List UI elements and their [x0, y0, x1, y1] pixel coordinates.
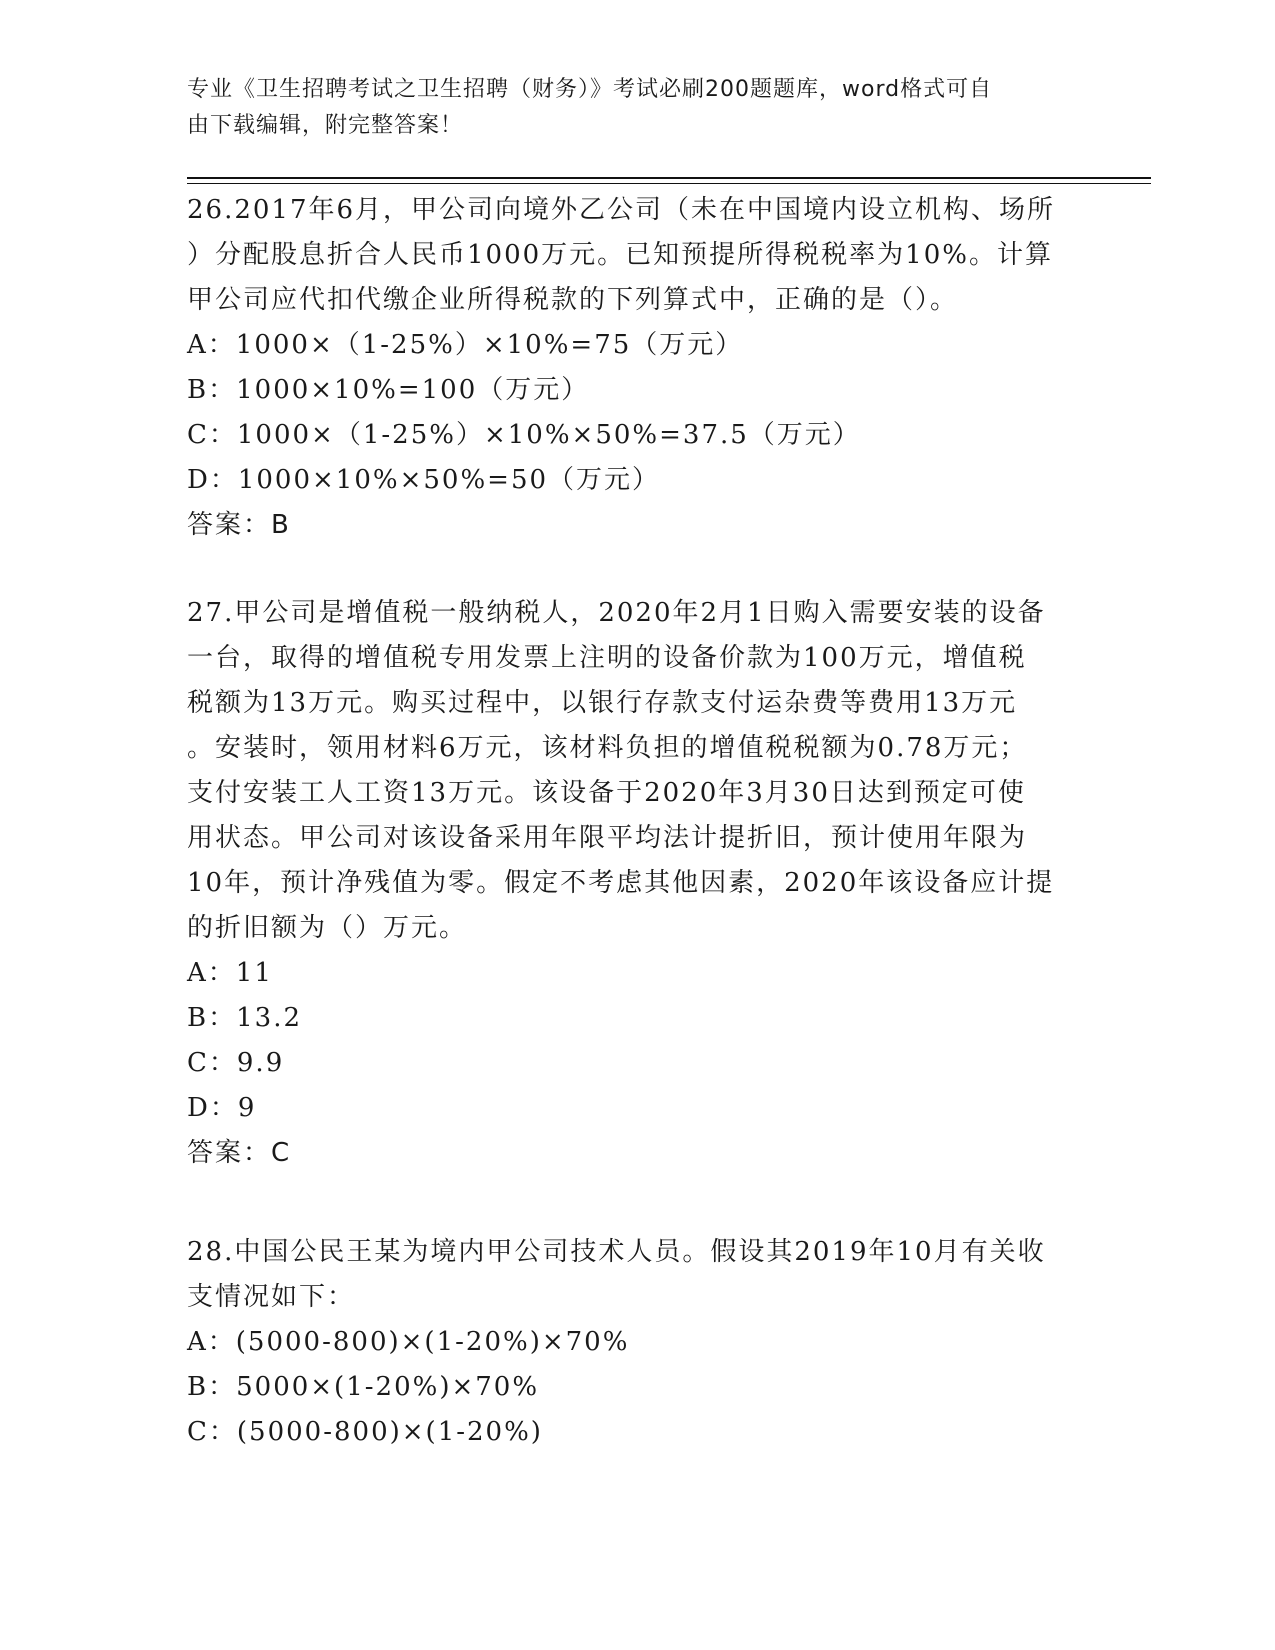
question-stem — [187, 188, 1087, 323]
stem-line: 28.中国公民王某为境内甲公司技术人员。假设其2019年10月有关收 — [187, 1237, 1046, 1267]
option-b: B：13.2 — [187, 1003, 302, 1033]
answer-label: 答案：C — [187, 1138, 292, 1168]
option-d: D：1000×10%×50%=50（万元） — [187, 465, 661, 495]
stem-line: 一台，取得的增值税专用发票上注明的设备价款为100万元，增值税 — [187, 643, 1027, 673]
option-b: B：5000×(1-20%)×70% — [187, 1372, 540, 1402]
question-stem — [187, 1230, 1087, 1320]
stem-line: 26.2017年6月，甲公司向境外乙公司（未在中国境内设立机构、场所 — [187, 195, 1056, 225]
question-27 — [187, 591, 1087, 1176]
stem-line: 的折旧额为（）万元。 — [187, 913, 468, 943]
option-a: A：(5000-800)×(1-20%)×70% — [187, 1327, 630, 1357]
answer-label: 答案：B — [187, 510, 291, 540]
document-header — [187, 72, 1087, 144]
option-d: D：9 — [187, 1093, 257, 1123]
option-c: C：1000×（1-25%）×10%×50%=37.5（万元） — [187, 420, 861, 450]
header-title-line-1: 专业《卫生招聘考试之卫生招聘（财务）》考试必刷200题题库，word格式可自 — [187, 77, 993, 102]
stem-line: ）分配股息折合人民币1000万元。已知预提所得税税率为10%。计算 — [187, 240, 1053, 270]
question-stem — [187, 591, 1087, 951]
stem-line: 用状态。甲公司对该设备采用年限平均法计提折旧，预计使用年限为 — [187, 823, 1028, 853]
question-26 — [187, 188, 1087, 548]
stem-line: 税额为13万元。购买过程中，以银行存款支付运杂费等费用13万元 — [187, 688, 1018, 718]
header-divider-thick — [187, 177, 1151, 179]
option-c: C：(5000-800)×(1-20%) — [187, 1417, 543, 1447]
stem-line: 甲公司应代扣代缴企业所得税款的下列算式中，正确的是（）。 — [187, 285, 959, 315]
stem-line: 。安装时，领用材料6万元，该材料负担的增值税税额为0.78万元； — [187, 733, 1028, 763]
option-a: A：1000×（1-25%）×10%=75（万元） — [187, 330, 744, 360]
stem-line: 27.甲公司是增值税一般纳税人，2020年2月1日购入需要安装的设备 — [187, 598, 1046, 628]
option-a: A：11 — [187, 958, 273, 988]
question-28 — [187, 1230, 1087, 1455]
option-b: B：1000×10%=100（万元） — [187, 375, 590, 405]
stem-line: 支情况如下： — [187, 1282, 356, 1312]
stem-line: 支付安装工人工资13万元。该设备于2020年3月30日达到预定可使 — [187, 778, 1026, 808]
option-c: C：9.9 — [187, 1048, 285, 1078]
stem-line: 10年，预计净残值为零。假定不考虑其他因素，2020年该设备应计提 — [187, 868, 1055, 898]
header-divider-thin — [187, 183, 1151, 184]
header-title-line-2: 由下载编辑，附完整答案！ — [187, 113, 464, 138]
